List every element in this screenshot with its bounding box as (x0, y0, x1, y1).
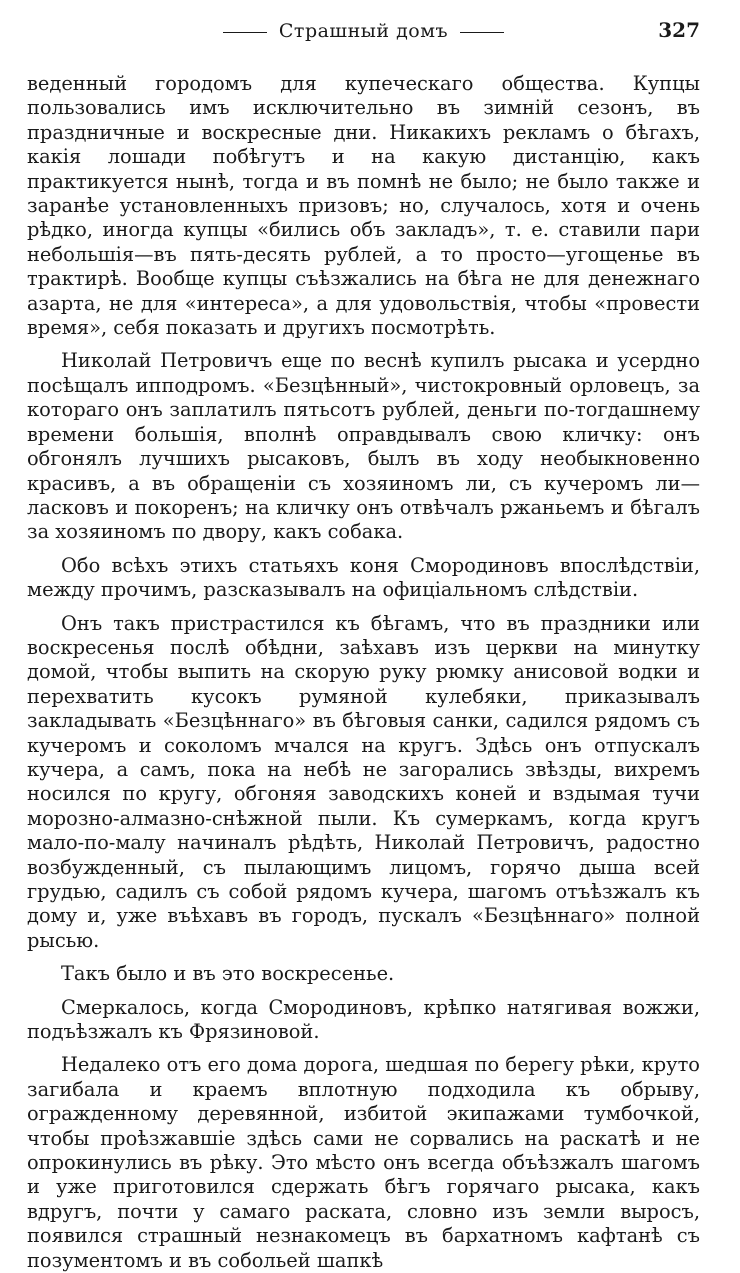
right-rule (460, 32, 504, 33)
paragraph-1: веденный городомъ для купеческаго общества. Купцы пользовались имъ исключительно въ зимній сезонъ, въ праздничные и воскресные дни. Никакихъ рекламъ о бѣгахъ, какія лошади побѣгутъ и на какую дистанцію, какъ практикуется нынѣ, тогда и въ помнѣ не было; не было также и заранѣе установленныхъ призовъ; но, случалось, хотя и очень рѣдко, иногда купцы «бились объ закладъ», т. е. ставили пари небольшія—въ пять-десять рублей, а то просто—угощенье въ трактирѣ. Вообще купцы съѣзжались на бѣга не для денежнаго азарта, не для «интереса», а для удовольствія, чтобы «провести время», себя показать и другихъ посмотрѣть. (27, 72, 700, 340)
page-number: 327 (658, 18, 700, 42)
paragraph-7: Недалеко отъ его дома дорога, шедшая по берегу рѣки, круто загибала и краемъ вплотную подходила къ обрыву, огражденному деревянной, избитой экипажами тумбочкой, чтобы проѣзжавшіе здѣсь сами не сорвались на раскатѣ и не опрокинулись въ рѣку. Это мѣсто онъ всегда объѣзжалъ шагомъ и уже приготовился сдержать бѣгъ горячаго рысака, какъ вдругъ, почти у самаго раската, словно изъ земли выросъ, появился страшный незнакомецъ въ бархатномъ кафтанѣ съ позументомъ и въ собольей шапкѣ (27, 1053, 700, 1272)
paragraph-6: Смеркалось, когда Смородиновъ, крѣпко натягивая вожжи, подъѣзжалъ къ Фрязиновой. (27, 995, 700, 1044)
running-head (27, 18, 700, 48)
paragraph-2: Николай Петровичъ еще по веснѣ купилъ рысака и усердно посѣщалъ ипподромъ. «Безцѣнный», чистокровный орловецъ, за котораго онъ заплатилъ пятьсотъ рублей, деньги по-тогдашнему времени большія, вполнѣ оправдывалъ свою кличку: онъ обгонялъ лучшихъ рысаковъ, былъ въ ходу необыкновенно красивъ, а въ обращеніи съ хозяиномъ ли, съ кучеромъ ли—ласковъ и покоренъ; на кличку онъ отвѣчалъ ржаньемъ и бѣгалъ за хозяиномъ по двору, какъ собака. (27, 349, 700, 544)
left-rule (223, 32, 267, 33)
paragraph-4: Онъ такъ пристрастился къ бѣгамъ, что въ праздники или воскресенья послѣ обѣдни, заѣхавъ изъ церкви на минутку домой, чтобы выпить на скорую руку рюмку анисовой водки и перехватить кусокъ румяной кулебяки, приказывалъ закладывать «Безцѣннаго» въ бѣговыя санки, садился рядомъ съ кучеромъ и соколомъ мчался на кругъ. Здѣсь онъ отпускалъ кучера, а самъ, пока на небѣ не загорались звѣзды, вихремъ носился по кругу, обгоняя заводскихъ коней и вздымая тучи морозно-алмазно-снѣжной пыли. Къ сумеркамъ, когда кругъ мало-по-малу начиналъ рѣдѣть, Николай Петровичъ, радостно возбужденный, съ пылающимъ лицомъ, горячо дыша всей грудью, садилъ съ собой рядомъ кучера, шагомъ отъѣзжалъ къ дому и, уже въѣхавъ въ городъ, пускалъ «Безцѣннаго» полной рысью. (27, 611, 700, 952)
paragraph-5: Такъ было и въ это воскресенье. (61, 962, 395, 986)
paragraph-3: Обо всѣхъ этихъ статьяхъ коня Смородиновъ впослѣдствіи, между прочимъ, разсказывалъ на офиціальномъ слѣдствіи. (27, 553, 700, 602)
chapter-title: Страшный домъ (278, 20, 449, 42)
running-title-line (27, 20, 700, 42)
body-text (27, 72, 700, 1273)
